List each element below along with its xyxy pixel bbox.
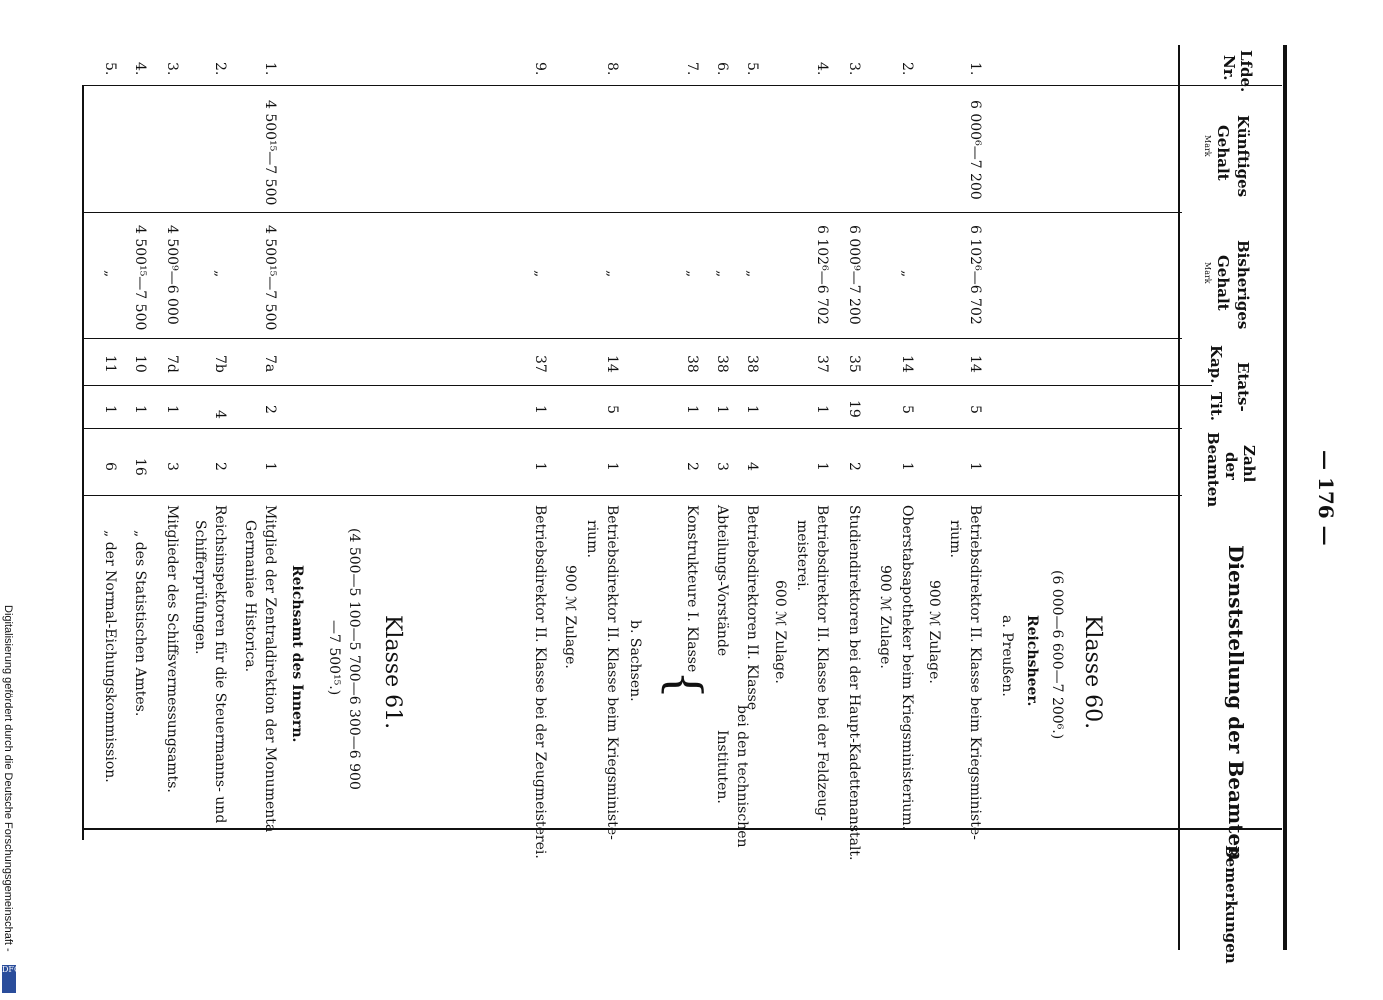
k61-row-3-kap: 7d: [164, 355, 180, 373]
row-9-nr: 9.: [532, 62, 548, 76]
k61-row-3-zahl: 3: [164, 462, 180, 471]
k61-row-1-tit: 2: [262, 405, 278, 414]
row-9-bisher: „: [532, 270, 548, 278]
row-7-tit: 1: [684, 405, 700, 414]
k61-row-2-tit: 4: [212, 410, 228, 419]
row-1-kap: 14: [967, 355, 983, 373]
row-2-kap: 14: [899, 355, 915, 373]
klasse-60-range: (6 000—6 600—7 200⁶.): [1049, 570, 1065, 740]
row-2-line-1: Oberstabsapotheker beim Kriegsministerium.: [899, 505, 915, 831]
reichsamt-heading: Reichsamt des Innern.: [289, 565, 305, 743]
header-lfde: Lfde.: [1237, 50, 1255, 93]
header-nr: Nr.: [1220, 55, 1238, 81]
row-3-tit: 19: [846, 400, 862, 418]
brace-text-2: Instituten.: [714, 730, 730, 804]
row-5-kap: 38: [744, 355, 760, 373]
page-number: — 176 —: [1314, 450, 1338, 546]
row-4-line-3: 600 ℳ Zulage.: [772, 580, 788, 684]
row-7-line-1: Konstrukteure I. Klasse: [684, 505, 700, 673]
header-kap: Kap.: [1207, 345, 1225, 384]
k61-row-4-line-1: „ des Statistischen Amtes.: [132, 530, 148, 717]
dfg-logo: DFG: [2, 965, 16, 993]
row-8-nr: 8.: [604, 62, 620, 76]
reichsheer-heading: Reichsheer.: [1024, 615, 1040, 707]
row-5-line-1: Betriebsdirektoren II. Klasse: [744, 505, 760, 711]
row-5-bisher: „: [744, 270, 760, 278]
row-1-zahl: 1: [967, 462, 983, 471]
row-9-kap: 37: [532, 355, 548, 373]
rule-bottom: [82, 85, 84, 840]
k61-row-2-zahl: 2: [212, 462, 228, 471]
k61-row-5-nr: 5.: [102, 62, 118, 76]
row-4-bisher: 6 102⁶—6 702: [814, 225, 830, 325]
col-sep-4: [82, 428, 1182, 429]
k61-row-1-kuenftig: 4 500¹⁵—7 500: [262, 100, 278, 206]
row-1-line-2: rium.: [947, 520, 963, 558]
row-8-line-2: rium.: [584, 520, 600, 558]
row-8-line-1: Betriebsdirektor II. Klasse beim Kriegsministe-: [604, 505, 620, 840]
header-kuenftiges: Künftiges: [1234, 115, 1252, 198]
row-1-tit: 5: [967, 405, 983, 414]
preussen-heading: a. Preußen.: [999, 615, 1015, 697]
row-6-line-1: Abteilungs-Vorstände: [714, 505, 730, 657]
row-2-zahl: 1: [899, 462, 915, 471]
row-1-nr: 1.: [967, 62, 983, 76]
col-sep-5: [82, 495, 1182, 496]
k61-row-1-zahl: 1: [262, 462, 278, 471]
header-mark-2: Mark: [1203, 262, 1212, 284]
row-8-zahl: 1: [604, 462, 620, 471]
col-sep-kap: [82, 385, 1212, 386]
row-7-nr: 7.: [684, 62, 700, 76]
header-gehalt-1: Gehalt: [1214, 125, 1232, 181]
row-6-kap: 38: [714, 355, 730, 373]
klasse-61-title: Klasse 61.: [380, 615, 405, 730]
header-tit: Tit.: [1207, 392, 1225, 422]
row-3-line-1: Studiendirektoren bei der Haupt-Kadettenanstalt.: [846, 505, 862, 861]
k61-row-3-nr: 3.: [164, 62, 180, 76]
klasse-61-range-2: —7 500¹⁵.): [326, 620, 342, 696]
row-5-tit: 1: [744, 405, 760, 414]
k61-row-2-line-2: Schifferprüfungen.: [192, 520, 208, 655]
col-sep-3: [82, 338, 1182, 339]
row-5-zahl: 4: [744, 462, 760, 471]
header-etats: Etats-: [1234, 362, 1252, 412]
row-9-zahl: 1: [532, 462, 548, 471]
row-8-bisher: „: [604, 270, 620, 278]
k61-row-4-zahl: 16: [132, 458, 148, 476]
rule-header-bottom: [1178, 45, 1180, 950]
k61-row-2-kap: 7b: [212, 355, 228, 373]
row-1-line-1: Betriebsdirektor II. Klasse beim Kriegsministe-: [967, 505, 983, 840]
row-3-nr: 3.: [846, 62, 862, 76]
row-7-zahl: 2: [684, 462, 700, 471]
k61-row-5-kap: 11: [102, 355, 118, 373]
k61-row-4-bisher: 4 500¹⁵—7 500: [132, 225, 148, 331]
k61-row-1-nr: 1.: [262, 62, 278, 76]
k61-row-2-line-1: Reichsinspektoren für die Steuermanns- und: [212, 505, 228, 824]
row-1-line-3: 900 ℳ Zulage.: [926, 580, 942, 684]
rule-right-thick: [1283, 45, 1287, 950]
header-bisheriges: Bisheriges: [1234, 240, 1252, 330]
k61-row-1-line-2: Germaniae Historica.: [242, 520, 258, 673]
row-2-nr: 2.: [899, 62, 915, 76]
row-4-zahl: 1: [814, 462, 830, 471]
header-bemerkungen: Bemerkungen: [1222, 845, 1240, 964]
footer-text: Digitalisierung gefördert durch die Deutsche Forschungsgemeinschaft -: [2, 605, 14, 952]
k61-row-4-kap: 10: [132, 355, 148, 373]
row-6-bisher: „: [714, 270, 730, 278]
row-4-tit: 1: [814, 405, 830, 414]
klasse-60-title: Klasse 60.: [1080, 615, 1105, 730]
header-beamten: Beamten: [1204, 432, 1222, 508]
row-4-line-2: meisterei.: [794, 520, 810, 592]
k61-row-4-nr: 4.: [132, 62, 148, 76]
k61-row-5-bisher: „: [102, 270, 118, 278]
col-sep-1: [82, 85, 1282, 86]
row-4-kap: 37: [814, 355, 830, 373]
row-1-kuenftig: 6 000⁶—7 200: [967, 100, 983, 200]
row-9-tit: 1: [532, 405, 548, 414]
col-sep-2: [82, 212, 1182, 213]
klasse-61-range-1: (4 500—5 100—5 700—6 300—6 900: [346, 528, 362, 790]
row-5-nr: 5.: [744, 62, 760, 76]
row-4-nr: 4.: [814, 62, 830, 76]
row-3-kap: 35: [846, 355, 862, 373]
k61-row-3-tit: 1: [164, 405, 180, 414]
row-3-zahl: 2: [846, 462, 862, 471]
k61-row-1-line-1: Mitglied der Zentraldirektion der Monumenta: [262, 505, 278, 833]
row-2-line-2: 900 ℳ Zulage.: [877, 565, 893, 669]
k61-row-3-line-1: Mitglieder des Schiffsvermessungsamts.: [164, 505, 180, 793]
row-6-zahl: 3: [714, 462, 730, 471]
header-der: der: [1222, 452, 1240, 480]
row-3-bisher: 6 000⁹—7 200: [846, 225, 862, 325]
k61-row-4-tit: 1: [132, 405, 148, 414]
header-dienststellung: Dienststellung der Beamten: [1224, 545, 1248, 861]
row-6-nr: 6.: [714, 62, 730, 76]
row-2-bisher: „: [899, 270, 915, 278]
k61-row-3-bisher: 4 500⁹—6 000: [164, 225, 180, 325]
row-8-tit: 5: [604, 405, 620, 414]
k61-row-2-bisher: „: [212, 270, 228, 278]
row-8-kap: 14: [604, 355, 620, 373]
sachsen-heading: b. Sachsen.: [627, 620, 643, 702]
row-7-kap: 38: [684, 355, 700, 373]
k61-row-1-kap: 7a: [262, 355, 278, 373]
row-9-line-1: Betriebsdirektor II. Klasse bei der Zeugmeisterei.: [532, 505, 548, 859]
k61-row-5-zahl: 6: [102, 462, 118, 471]
k61-row-2-nr: 2.: [212, 62, 228, 76]
row-6-tit: 1: [714, 405, 730, 414]
header-gehalt-2: Gehalt: [1214, 255, 1232, 311]
row-2-tit: 5: [899, 405, 915, 414]
brace-text-1: bei den technischen: [734, 705, 750, 848]
k61-row-1-bisher: 4 500¹⁵—7 500: [262, 225, 278, 331]
row-7-bisher: „: [684, 270, 700, 278]
row-1-bisher: 6 102⁶—6 702: [967, 225, 983, 325]
header-zahl: Zahl: [1240, 445, 1258, 483]
brace: {: [658, 670, 712, 700]
row-4-line-1: Betriebsdirektor II. Klasse bei der Feldzeug-: [814, 505, 830, 821]
k61-row-5-line-1: „ der Normal-Eichungskommission.: [102, 530, 118, 783]
k61-row-5-tit: 1: [102, 405, 118, 414]
header-mark-1: Mark: [1203, 135, 1212, 157]
row-8-line-3: 900 ℳ Zulage.: [562, 565, 578, 669]
